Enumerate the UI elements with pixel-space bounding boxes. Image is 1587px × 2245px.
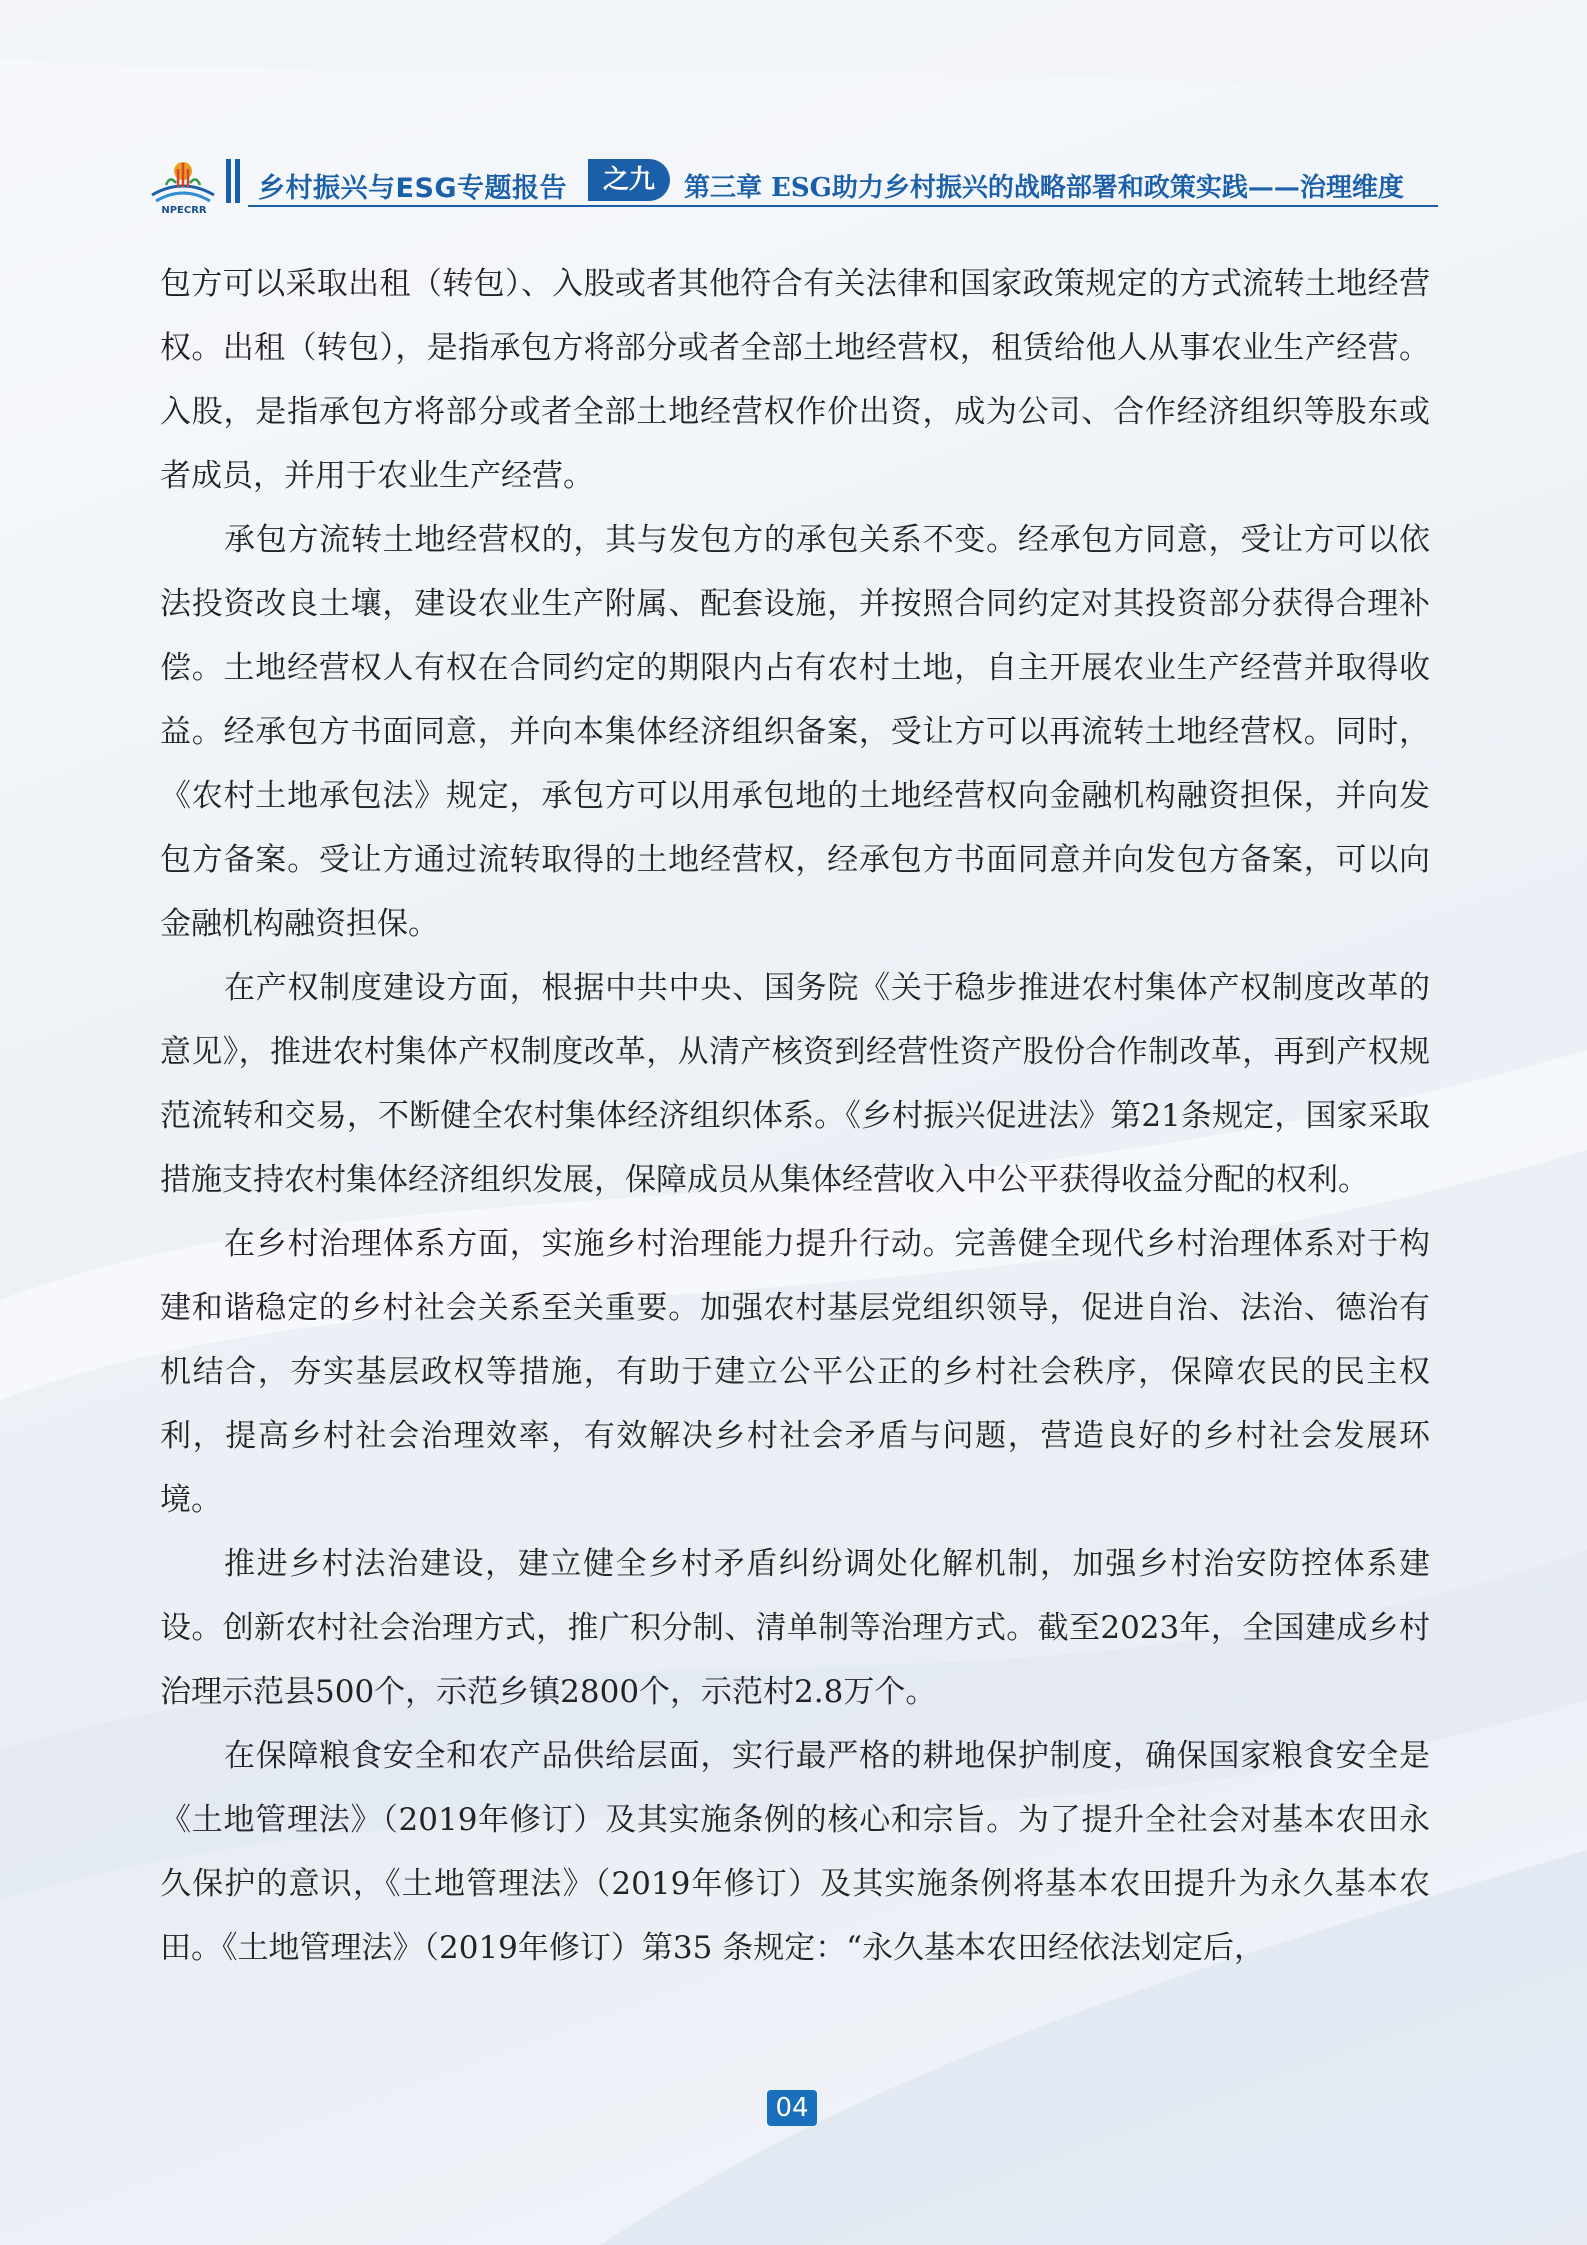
report-title: 乡村振兴与ESG专题报告	[258, 173, 568, 204]
series-badge: 之九	[588, 159, 670, 201]
chapter-title: 第三章 ESG助力乡村振兴的战略部署和政策实践——治理维度	[684, 173, 1404, 203]
paragraph: 在产权制度建设方面，根据中共中央、国务院《关于稳步推进农村集体产权制度改革的意见》，推进农村集体产权制度改革，从清产核资到经营性资产股份合作制改革，再到产权规范流转和交易，不断健全农村集体经济组织体系。《乡村振兴促进法》第21条规定，国家采取措施支持农村集体经济组织发展，保障成员从集体经营收入中公平获得收益分配的权利。	[160, 970, 1430, 1198]
paragraph: 承包方流转土地经营权的，其与发包方的承包关系不变。经承包方同意，受让方可以依法投资改良土壤，建设农业生产附属、配套设施，并按照合同约定对其投资部分获得合理补偿。土地经营权人有权在合同约定的期限内占有农村土地，自主开展农业生产经营并取得收益。经承包方书面同意，并向本集体经济组织备案，受让方可以再流转土地经营权。同时，《农村土地承包法》规定，承包方可以用承包地的土地经营权向金融机构融资担保，并向发包方备案。受让方通过流转取得的土地经营权，经承包方书面同意并向发包方备案，可以向金融机构融资担保。	[160, 522, 1430, 942]
paragraph: 在保障粮食安全和农产品供给层面，实行最严格的耕地保护制度，确保国家粮食安全是《土地管理法》（2019年修订）及其实施条例的核心和宗旨。为了提升全社会对基本农田永久保护的意识，《土地管理法》（2019年修订）及其实施条例将基本农田提升为永久基本农田。《土地管理法》（2019年修订）第35 条规定：“永久基本农田经依法划定后，	[160, 1738, 1430, 1966]
header-divider	[248, 205, 1438, 207]
logo-text: NPECRR	[161, 205, 207, 216]
paragraph: 包方可以采取出租（转包）、入股或者其他符合有关法律和国家政策规定的方式流转土地经营权。出租（转包），是指承包方将部分或者全部土地经营权，租赁给他人从事农业生产经营。入股，是指承包方将部分或者全部土地经营权作价出资，成为公司、合作经济组织等股东或者成员，并用于农业生产经营。	[160, 266, 1430, 494]
page-header	[148, 153, 1438, 216]
paragraph: 在乡村治理体系方面，实施乡村治理能力提升行动。完善健全现代乡村治理体系对于构建和谐稳定的乡村社会关系至关重要。加强农村基层党组织领导，促进自治、法治、德治有机结合，夯实基层政权等措施，有助于建立公平公正的乡村社会秩序，保障农民的民主权利，提高乡村社会治理效率，有效解决乡村社会矛盾与问题，营造良好的乡村社会发展环境。	[160, 1226, 1430, 1518]
header-accent-bars	[226, 159, 240, 203]
main-text	[160, 252, 1430, 1980]
paragraph: 推进乡村法治建设，建立健全乡村矛盾纠纷调处化解机制，加强乡村治安防控体系建设。创新农村社会治理方式，推广积分制、清单制等治理方式。截至2023年，全国建成乡村治理示范县500个，示范乡镇2800个，示范村2.8万个。	[160, 1546, 1430, 1710]
npecrr-logo	[148, 155, 218, 216]
page-number: 04	[767, 2090, 817, 2126]
